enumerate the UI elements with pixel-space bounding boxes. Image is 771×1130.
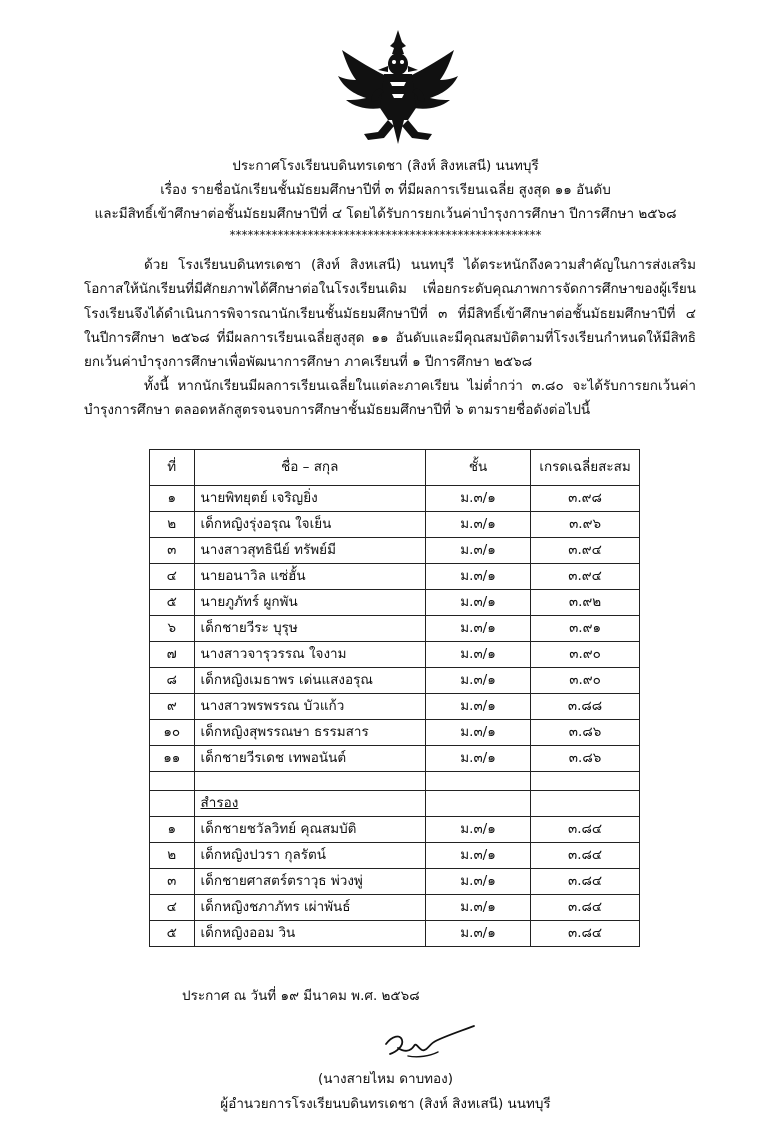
cell-name: เด็กชายวีรเดช เทพอนันต์	[194, 746, 425, 772]
cell-class: ม.๓/๑	[425, 895, 530, 921]
cell-class: ม.๓/๑	[425, 512, 530, 538]
cell-number: ๑๐	[150, 720, 195, 746]
cell-name: เด็กหญิงรุ่งอรุณ ใจเย็น	[194, 512, 425, 538]
cell-name: เด็กหญิงออม วิน	[194, 921, 425, 947]
cell-class: ม.๓/๑	[425, 921, 530, 947]
cell-class: ม.๓/๑	[425, 642, 530, 668]
table-row	[150, 564, 640, 590]
cell-gpa: ๓.๘๖	[531, 746, 640, 772]
cell-number: ๗	[150, 642, 195, 668]
cell-gpa: ๓.๙๔	[531, 564, 640, 590]
cell-class: ม.๓/๑	[425, 843, 530, 869]
announcement-subject: เรื่อง รายชื่อนักเรียนชั้นมัธยมศึกษาปีที่ ๓ ที่มีผลการเรียนเฉลี่ย สูงสุด ๑๑ อันดับ	[160, 182, 611, 198]
reserve-rows	[150, 817, 640, 947]
cell-number: ๔	[150, 564, 195, 590]
table-row	[150, 616, 640, 642]
cell-class: ม.๓/๑	[425, 590, 530, 616]
cell-name: เด็กหญิงชภาภัทร เผ่าพันธ์	[194, 895, 425, 921]
cell-gpa: ๓.๘๔	[531, 869, 640, 895]
cell-number: ๕	[150, 921, 195, 947]
cell-gpa: ๓.๘๖	[531, 720, 640, 746]
table-row	[150, 590, 640, 616]
main-rows	[150, 486, 640, 772]
cell-name: นางสาวพรพรรณ บัวแก้ว	[194, 694, 425, 720]
cell-gpa: ๓.๘๔	[531, 817, 640, 843]
cell-name: เด็กชายชวัลวิทย์ คุณสมบัติ	[194, 817, 425, 843]
cell-class: ม.๓/๑	[425, 720, 530, 746]
cell-class: ม.๓/๑	[425, 869, 530, 895]
student-roster-table	[149, 449, 640, 947]
table-header-row	[150, 450, 640, 486]
cell-name: นางสาวจารุวรรณ ใจงาม	[194, 642, 425, 668]
cell-gpa: ๓.๘๔	[531, 843, 640, 869]
cell-number: ๖	[150, 616, 195, 642]
reserve-label: สำรอง	[200, 795, 239, 811]
announcement-title: ประกาศโรงเรียนบดินทรเดชา (สิงห์ สิงหเสนี) นนทบุรี	[232, 158, 539, 174]
cell-gpa: ๓.๙๖	[531, 512, 640, 538]
cell-number: ๑	[150, 817, 195, 843]
body-paragraph-1: ด้วย โรงเรียนบดินทรเดชา (สิงห์ สิงหเสนี) นนทบุรี ได้ตระหนักถึงความสำคัญในการส่งเสริมโอกาสให้นักเรียนที่มีศักยภาพได้ศึกษาต่อในโรงเรียนเดิม เพื่อยกระดับคุณภาพการจัดการศึกษาของผู้เรียน โรงเรียนจึงได้ดำเนินการพิจารณานักเรียนชั้นมัธยมศึกษาปีที่ ๓ ที่มีสิทธิ์เข้าศึกษาต่อชั้นมัธยมศึกษาปีที่ ๔ ในปีการศึกษา ๒๕๖๘ ที่มีผลการเรียนเฉลี่ยสูงสุด ๑๑ อันดับและมีคุณสมบัติตามที่โรงเรียนกำหนดให้มีสิทธิยกเว้นค่าบำรุงการศึกษาเพื่อพัฒนาการศึกษา ภาคเรียนที่ ๑ ปีการศึกษา ๒๕๖๘	[84, 257, 696, 371]
table-row	[150, 843, 640, 869]
handwritten-signature-icon	[378, 1022, 478, 1064]
reserve-label-row	[150, 791, 640, 817]
signer-name: (นางสายไหม ดาบทอง)	[317, 1071, 454, 1087]
asterisk-divider: ****************************************************	[229, 228, 542, 242]
garuda-emblem-icon	[334, 28, 462, 146]
cell-name: เด็กชายวีระ บุรุษ	[194, 616, 425, 642]
cell-number: ๒	[150, 843, 195, 869]
table-row	[150, 694, 640, 720]
column-header-name: ชื่อ – สกุล	[194, 450, 425, 486]
reserve-section	[150, 772, 640, 817]
table-row	[150, 869, 640, 895]
cell-gpa: ๓.๙๘	[531, 486, 640, 512]
table-row	[150, 895, 640, 921]
cell-number: ๓	[150, 869, 195, 895]
spacer-row	[150, 772, 640, 791]
cell-class: ม.๓/๑	[425, 538, 530, 564]
cell-number: ๓	[150, 538, 195, 564]
table-row	[150, 668, 640, 694]
cell-gpa: ๓.๙๐	[531, 668, 640, 694]
cell-name: นายภูภัทร์ ผูกพัน	[194, 590, 425, 616]
cell-gpa: ๓.๙๔	[531, 538, 640, 564]
cell-number: ๒	[150, 512, 195, 538]
cell-class: ม.๓/๑	[425, 694, 530, 720]
cell-class: ม.๓/๑	[425, 564, 530, 590]
signer-title: ผู้อำนวยการโรงเรียนบดินทรเดชา (สิงห์ สิงหเสนี) นนทบุรี	[220, 1096, 551, 1112]
table-row	[150, 746, 640, 772]
announcement-subject-line2: และมีสิทธิ์เข้าศึกษาต่อชั้นมัธยมศึกษาปีที่ ๔ โดยได้รับการยกเว้นค่าบำรุงการศึกษา ปีการศึกษา ๒๕๖๘	[94, 206, 677, 222]
cell-number: ๘	[150, 668, 195, 694]
column-header-number: ที่	[150, 450, 195, 486]
cell-name: เด็กหญิงปวรา กุลรัตน์	[194, 843, 425, 869]
cell-name: เด็กหญิงเมธาพร เด่นแสงอรุณ	[194, 668, 425, 694]
cell-class: ม.๓/๑	[425, 486, 530, 512]
cell-gpa: ๓.๙๒	[531, 590, 640, 616]
table-row	[150, 720, 640, 746]
cell-name: นางสาวสุทธินีย์ ทรัพย์มี	[194, 538, 425, 564]
table-row	[150, 921, 640, 947]
announcement-date: ประกาศ ณ วันที่ ๑๙ มีนาคม พ.ศ. ๒๕๖๘	[182, 988, 420, 1004]
cell-name: นายอนาวิล แซ่ฮั้น	[194, 564, 425, 590]
table-row	[150, 512, 640, 538]
cell-number: ๙	[150, 694, 195, 720]
cell-gpa: ๓.๙๐	[531, 642, 640, 668]
cell-name: นายพิทยุตย์ เจริญยิ่ง	[194, 486, 425, 512]
cell-gpa: ๓.๙๑	[531, 616, 640, 642]
cell-number: ๕	[150, 590, 195, 616]
cell-number: ๔	[150, 895, 195, 921]
table-row	[150, 817, 640, 843]
cell-name: เด็กหญิงสุพรรณษา ธรรมสาร	[194, 720, 425, 746]
cell-number: ๑๑	[150, 746, 195, 772]
cell-gpa: ๓.๘๔	[531, 921, 640, 947]
cell-name: เด็กชายศาสตร์ตราวุธ พ่วงพู่	[194, 869, 425, 895]
table-row	[150, 642, 640, 668]
cell-class: ม.๓/๑	[425, 668, 530, 694]
column-header-class: ชั้น	[425, 450, 530, 486]
column-header-gpa: เกรดเฉลี่ยสะสม	[531, 450, 640, 486]
cell-gpa: ๓.๘๔	[531, 895, 640, 921]
cell-number: ๑	[150, 486, 195, 512]
cell-class: ม.๓/๑	[425, 817, 530, 843]
table-row	[150, 486, 640, 512]
cell-class: ม.๓/๑	[425, 616, 530, 642]
cell-class: ม.๓/๑	[425, 746, 530, 772]
cell-gpa: ๓.๘๘	[531, 694, 640, 720]
body-paragraph-2: ทั้งนี้ หากนักเรียนมีผลการเรียนเฉลี่ยในแต่ละภาคเรียน ไม่ต่ำกว่า ๓.๘๐ จะได้รับการยกเว้นค่าบำรุงการศึกษา ตลอดหลักสูตรจนจบการศึกษาชั้นมัธยมศึกษาปีที่ ๖ ตามรายชื่อดังต่อไปนี้	[84, 378, 696, 419]
table-row	[150, 538, 640, 564]
